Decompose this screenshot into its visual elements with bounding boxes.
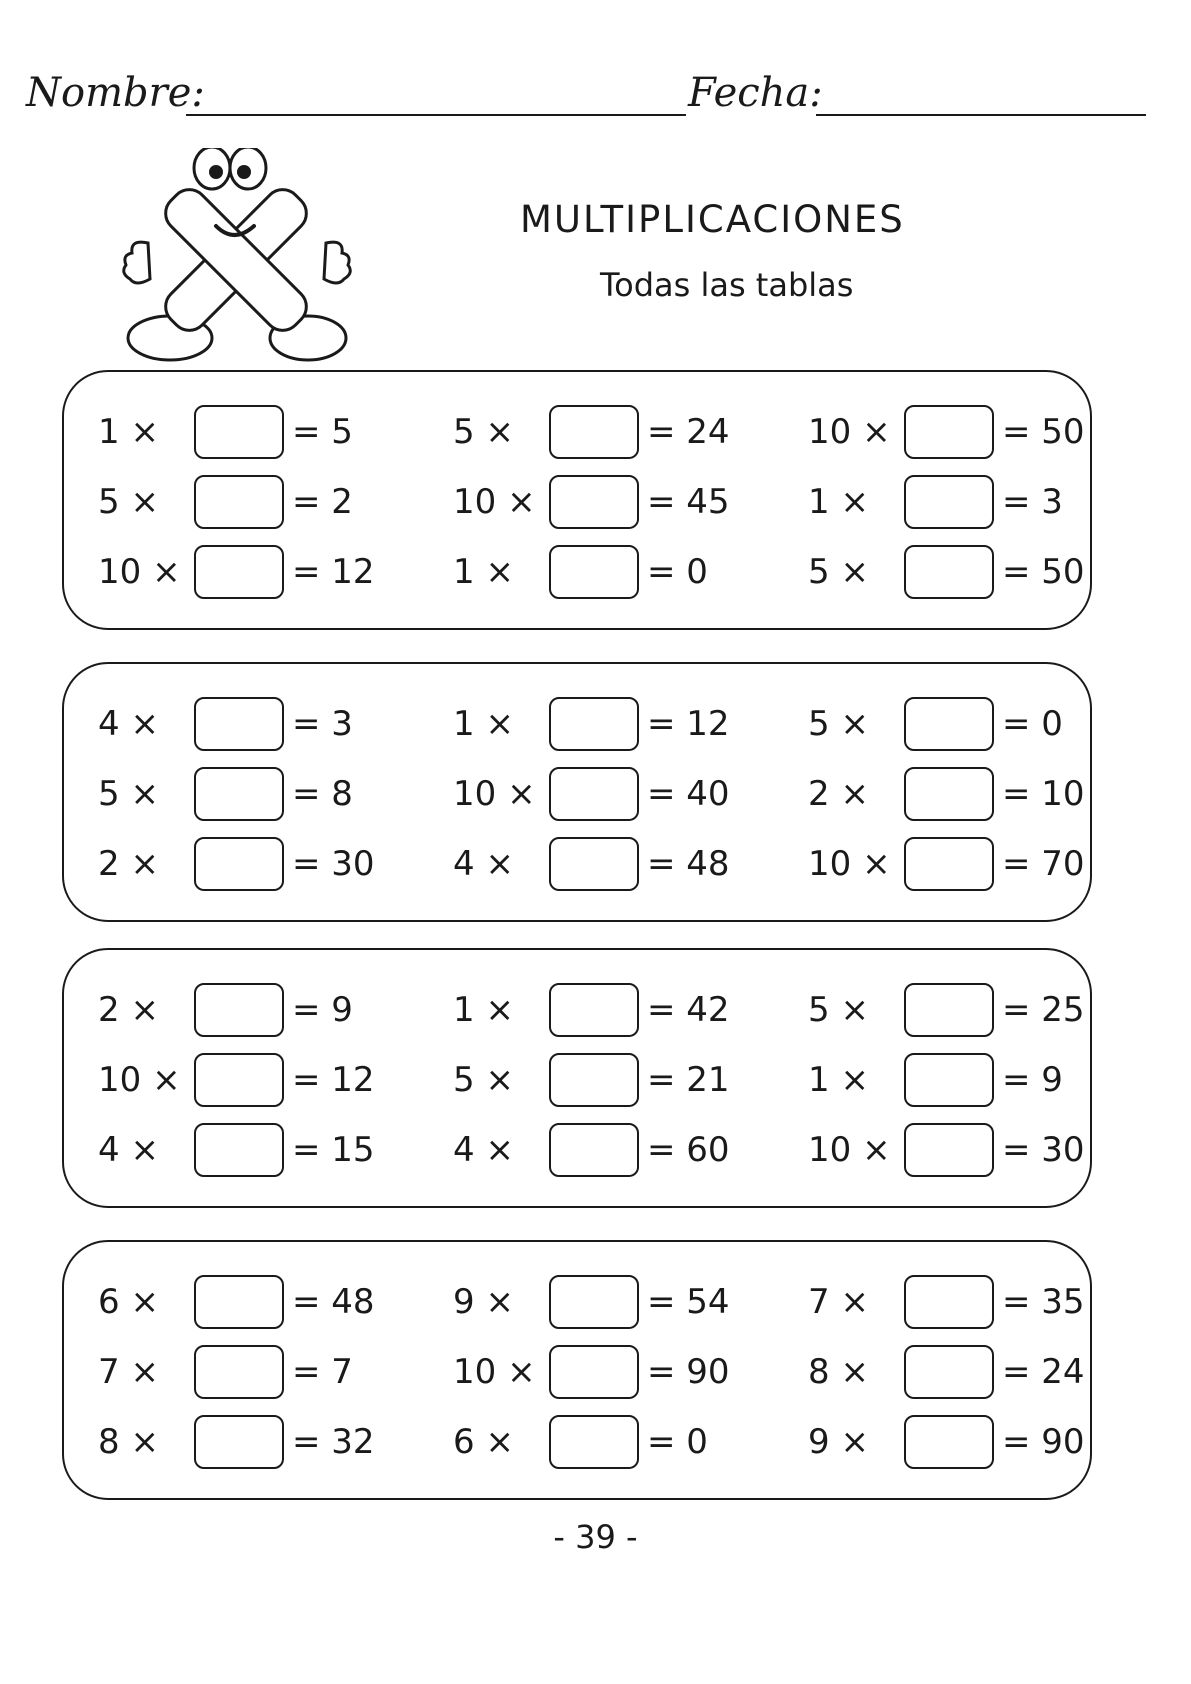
multiplication-problem [419, 834, 749, 894]
factor-text: 5 × [453, 1060, 514, 1100]
answer-box[interactable] [194, 767, 284, 821]
multiplication-problem [774, 764, 1104, 824]
multiplication-problem [64, 1120, 394, 1180]
multiplication-problem [64, 1412, 394, 1472]
result-text: = 42 [647, 990, 730, 1030]
result-text: = 12 [292, 1060, 375, 1100]
result-text: = 35 [1002, 1282, 1085, 1322]
result-text: = 48 [647, 844, 730, 884]
multiplication-problem [774, 1050, 1104, 1110]
answer-box[interactable] [549, 1345, 639, 1399]
factor-text: 5 × [98, 774, 159, 814]
factor-text: 10 × [453, 774, 536, 814]
multiplication-problem [774, 1412, 1104, 1472]
problem-group-4 [62, 1240, 1092, 1500]
answer-box[interactable] [549, 1275, 639, 1329]
factor-text: 10 × [98, 1060, 181, 1100]
answer-box[interactable] [904, 545, 994, 599]
multiplication-problem [419, 402, 749, 462]
factor-text: 10 × [98, 552, 181, 592]
factor-text: 5 × [808, 990, 869, 1030]
name-label: Nombre: [26, 70, 205, 116]
result-text: = 12 [647, 704, 730, 744]
factor-text: 1 × [808, 482, 869, 522]
multiplication-problem [774, 980, 1104, 1040]
factor-text: 1 × [453, 552, 514, 592]
multiplication-problem [774, 542, 1104, 602]
multiplication-problem [419, 1120, 749, 1180]
answer-box[interactable] [549, 405, 639, 459]
multiplication-problem [419, 980, 749, 1040]
header-row [26, 62, 1146, 122]
result-text: = 50 [1002, 412, 1085, 452]
multiplication-problem [774, 694, 1104, 754]
multiplication-problem [774, 472, 1104, 532]
answer-box[interactable] [549, 697, 639, 751]
result-text: = 9 [292, 990, 353, 1030]
answer-box[interactable] [904, 767, 994, 821]
answer-box[interactable] [194, 837, 284, 891]
result-text: = 0 [647, 552, 708, 592]
result-text: = 21 [647, 1060, 730, 1100]
result-text: = 60 [647, 1130, 730, 1170]
multiplication-sign-mascot-icon [118, 148, 358, 378]
multiplication-problem [419, 542, 749, 602]
factor-text: 4 × [453, 844, 514, 884]
answer-box[interactable] [904, 475, 994, 529]
multiplication-problem [419, 1050, 749, 1110]
multiplication-problem [774, 1272, 1104, 1332]
multiplication-problem [64, 472, 394, 532]
answer-box[interactable] [904, 405, 994, 459]
result-text: = 24 [1002, 1352, 1085, 1392]
result-text: = 15 [292, 1130, 375, 1170]
result-text: = 24 [647, 412, 730, 452]
factor-text: 5 × [453, 412, 514, 452]
multiplication-problem [774, 1120, 1104, 1180]
factor-text: 1 × [98, 412, 159, 452]
multiplication-problem [774, 834, 1104, 894]
answer-box[interactable] [549, 1053, 639, 1107]
factor-text: 4 × [98, 704, 159, 744]
result-text: = 12 [292, 552, 375, 592]
factor-text: 5 × [98, 482, 159, 522]
multiplication-problem [64, 1342, 394, 1402]
page-number: - 39 - [553, 1518, 638, 1556]
answer-box[interactable] [904, 983, 994, 1037]
result-text: = 32 [292, 1422, 375, 1462]
answer-box[interactable] [194, 983, 284, 1037]
answer-box[interactable] [904, 697, 994, 751]
problem-group-2 [62, 662, 1092, 922]
multiplication-problem [419, 694, 749, 754]
page-title: MULTIPLICACIONES [520, 198, 905, 241]
factor-text: 1 × [808, 1060, 869, 1100]
result-text: = 25 [1002, 990, 1085, 1030]
factor-text: 5 × [808, 552, 869, 592]
factor-text: 10 × [808, 844, 891, 884]
factor-text: 10 × [808, 412, 891, 452]
multiplication-problem [64, 834, 394, 894]
result-text: = 7 [292, 1352, 353, 1392]
result-text: = 50 [1002, 552, 1085, 592]
date-label: Fecha: [688, 70, 823, 116]
result-text: = 0 [647, 1422, 708, 1462]
answer-box[interactable] [549, 1123, 639, 1177]
answer-box[interactable] [904, 837, 994, 891]
answer-box[interactable] [904, 1345, 994, 1399]
answer-box[interactable] [194, 697, 284, 751]
result-text: = 70 [1002, 844, 1085, 884]
multiplication-problem [419, 1412, 749, 1472]
factor-text: 2 × [98, 844, 159, 884]
multiplication-problem [64, 402, 394, 462]
multiplication-problem [64, 1050, 394, 1110]
multiplication-problem [419, 1272, 749, 1332]
factor-text: 2 × [98, 990, 159, 1030]
multiplication-problem [64, 764, 394, 824]
answer-box[interactable] [904, 1415, 994, 1469]
factor-text: 10 × [453, 482, 536, 522]
answer-box[interactable] [904, 1123, 994, 1177]
answer-box[interactable] [549, 837, 639, 891]
factor-text: 4 × [453, 1130, 514, 1170]
factor-text: 1 × [453, 990, 514, 1030]
answer-box[interactable] [194, 1275, 284, 1329]
answer-box[interactable] [549, 983, 639, 1037]
result-text: = 40 [647, 774, 730, 814]
factor-text: 5 × [808, 704, 869, 744]
factor-text: 10 × [453, 1352, 536, 1392]
name-field[interactable] [186, 114, 686, 116]
multiplication-problem [774, 402, 1104, 462]
factor-text: 8 × [98, 1422, 159, 1462]
problem-group-3 [62, 948, 1092, 1208]
multiplication-problem [419, 1342, 749, 1402]
result-text: = 8 [292, 774, 353, 814]
result-text: = 9 [1002, 1060, 1063, 1100]
answer-box[interactable] [549, 545, 639, 599]
factor-text: 8 × [808, 1352, 869, 1392]
result-text: = 5 [292, 412, 353, 452]
answer-box[interactable] [194, 1345, 284, 1399]
factor-text: 6 × [98, 1282, 159, 1322]
result-text: = 90 [1002, 1422, 1085, 1462]
answer-box[interactable] [549, 1415, 639, 1469]
result-text: = 0 [1002, 704, 1063, 744]
result-text: = 30 [1002, 1130, 1085, 1170]
answer-box[interactable] [194, 1053, 284, 1107]
answer-box[interactable] [194, 545, 284, 599]
page-subtitle: Todas las tablas [600, 266, 854, 304]
date-field[interactable] [816, 114, 1146, 116]
multiplication-problem [774, 1342, 1104, 1402]
multiplication-problem [64, 694, 394, 754]
factor-text: 7 × [808, 1282, 869, 1322]
result-text: = 3 [292, 704, 353, 744]
factor-text: 10 × [808, 1130, 891, 1170]
result-text: = 3 [1002, 482, 1063, 522]
multiplication-problem [419, 764, 749, 824]
answer-box[interactable] [194, 405, 284, 459]
factor-text: 6 × [453, 1422, 514, 1462]
result-text: = 10 [1002, 774, 1085, 814]
multiplication-problem [64, 542, 394, 602]
multiplication-problem [64, 1272, 394, 1332]
factor-text: 9 × [808, 1422, 869, 1462]
result-text: = 90 [647, 1352, 730, 1392]
answer-box[interactable] [194, 475, 284, 529]
answer-box[interactable] [904, 1275, 994, 1329]
problem-group-1 [62, 370, 1092, 630]
answer-box[interactable] [194, 1123, 284, 1177]
factor-text: 1 × [453, 704, 514, 744]
result-text: = 54 [647, 1282, 730, 1322]
factor-text: 2 × [808, 774, 869, 814]
factor-text: 4 × [98, 1130, 159, 1170]
factor-text: 7 × [98, 1352, 159, 1392]
multiplication-problem [64, 980, 394, 1040]
result-text: = 45 [647, 482, 730, 522]
result-text: = 30 [292, 844, 375, 884]
result-text: = 2 [292, 482, 353, 522]
multiplication-problem [419, 472, 749, 532]
answer-box[interactable] [904, 1053, 994, 1107]
factor-text: 9 × [453, 1282, 514, 1322]
answer-box[interactable] [194, 1415, 284, 1469]
result-text: = 48 [292, 1282, 375, 1322]
answer-box[interactable] [549, 767, 639, 821]
answer-box[interactable] [549, 475, 639, 529]
